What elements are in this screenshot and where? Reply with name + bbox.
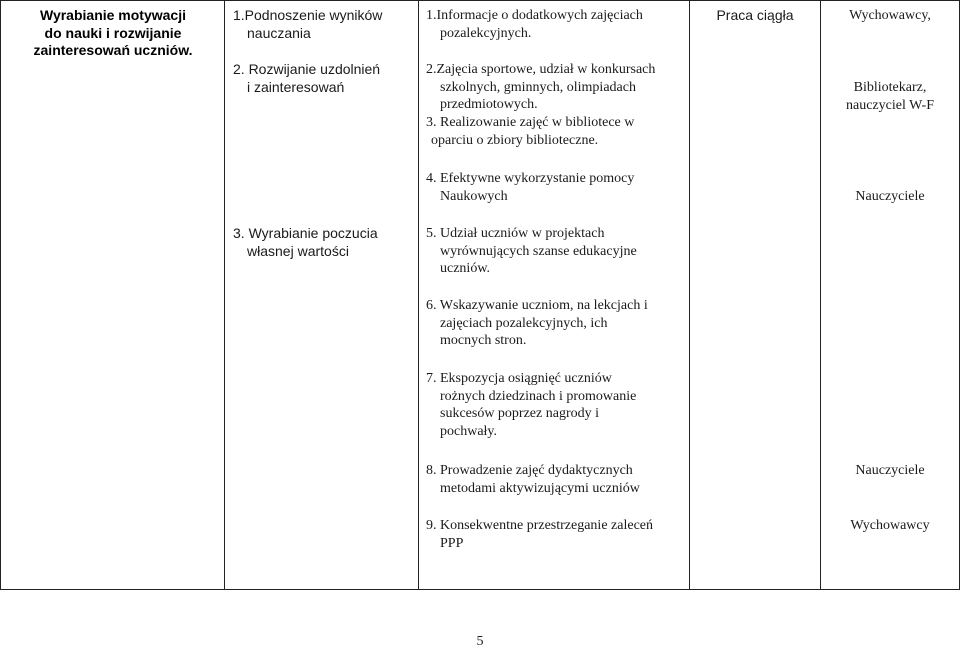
action-7	[426, 370, 636, 440]
goal-cell	[8, 7, 218, 60]
action-line: 8. Prowadzenie zajęć dydaktycznych	[426, 463, 633, 478]
table-top-border	[0, 0, 960, 1]
action-line: mocnych stron.	[440, 333, 527, 348]
table-left-border	[0, 0, 1, 590]
action-line: pozalekcyjnych.	[440, 25, 532, 41]
action-3	[426, 114, 634, 149]
task-line: 1.Podnoszenie wyników	[233, 7, 383, 23]
responsible-text: Wychowawcy	[850, 518, 930, 533]
responsible-text: Nauczyciele	[855, 189, 925, 204]
action-6	[426, 297, 648, 350]
action-line: oparciu o zbiory biblioteczne.	[431, 132, 599, 148]
task-line: własnej wartości	[247, 242, 349, 259]
action-line: 4. Efektywne wykorzystanie pomocy	[426, 171, 635, 186]
goal-line: zainteresowań uczniów.	[33, 42, 193, 58]
task-1	[233, 7, 382, 42]
action-line: przedmiotowych.	[440, 97, 538, 112]
task-2	[233, 61, 380, 96]
action-5	[426, 225, 637, 278]
responsible-text: Bibliotekarz,	[853, 80, 927, 95]
action-line: 6. Wskazywanie uczniom, na lekcjach i	[426, 298, 648, 313]
term-cell: Praca ciągła	[716, 7, 794, 23]
table-bottom-border	[0, 589, 960, 590]
action-line: 3. Realizowanie zajęć w bibliotece w	[426, 115, 635, 130]
task-line: 3. Wyrabianie poczucia	[233, 225, 378, 241]
action-line: Naukowych	[440, 188, 508, 204]
action-2	[426, 61, 655, 114]
action-line: 2.Zajęcia sportowe, udział w konkursach	[426, 62, 656, 77]
action-line: 1.Informacje o dodatkowych zajęciach	[426, 8, 643, 23]
action-9	[426, 517, 653, 552]
action-line: sukcesów poprzez nagrody i	[440, 406, 600, 421]
task-line: 2. Rozwijanie uzdolnień	[233, 61, 381, 77]
task-line: nauczania	[247, 24, 311, 41]
action-line: uczniów.	[440, 261, 491, 276]
action-line: 9. Konsekwentne przestrzeganie zaleceń	[426, 518, 653, 533]
action-8	[426, 462, 640, 497]
action-line: szkolnych, gminnych, olimpiadach	[440, 79, 636, 95]
action-line: pochwały.	[440, 423, 498, 439]
action-line: 7. Ekspozycja osiągnięć uczniów	[426, 371, 612, 386]
action-line: wyrównujących szanse edukacyjne	[440, 243, 637, 259]
task-3	[233, 225, 378, 260]
action-line: PPP	[440, 535, 464, 551]
responsible-text: Nauczyciele	[855, 463, 925, 478]
page-number: 5	[476, 634, 484, 649]
task-line: i zainteresowań	[247, 78, 345, 95]
responsible-text: nauczyciel W-F	[846, 98, 934, 113]
goal-line: Wyrabianie motywacji	[39, 7, 186, 23]
action-line: metodami aktywizującymi uczniów	[440, 480, 640, 496]
responsible-text: Wychowawcy,	[849, 8, 931, 23]
column-divider	[224, 0, 225, 590]
action-4	[426, 170, 634, 205]
column-divider	[418, 0, 419, 590]
action-line: zajęciach pozalekcyjnych, ich	[440, 315, 608, 331]
goal-line: do nauki i rozwijanie	[44, 24, 182, 41]
action-1	[426, 7, 643, 42]
action-line: 5. Udział uczniów w projektach	[426, 226, 605, 241]
action-line: rożnych dziedzinach i promowanie	[440, 388, 637, 404]
column-divider	[689, 0, 690, 590]
